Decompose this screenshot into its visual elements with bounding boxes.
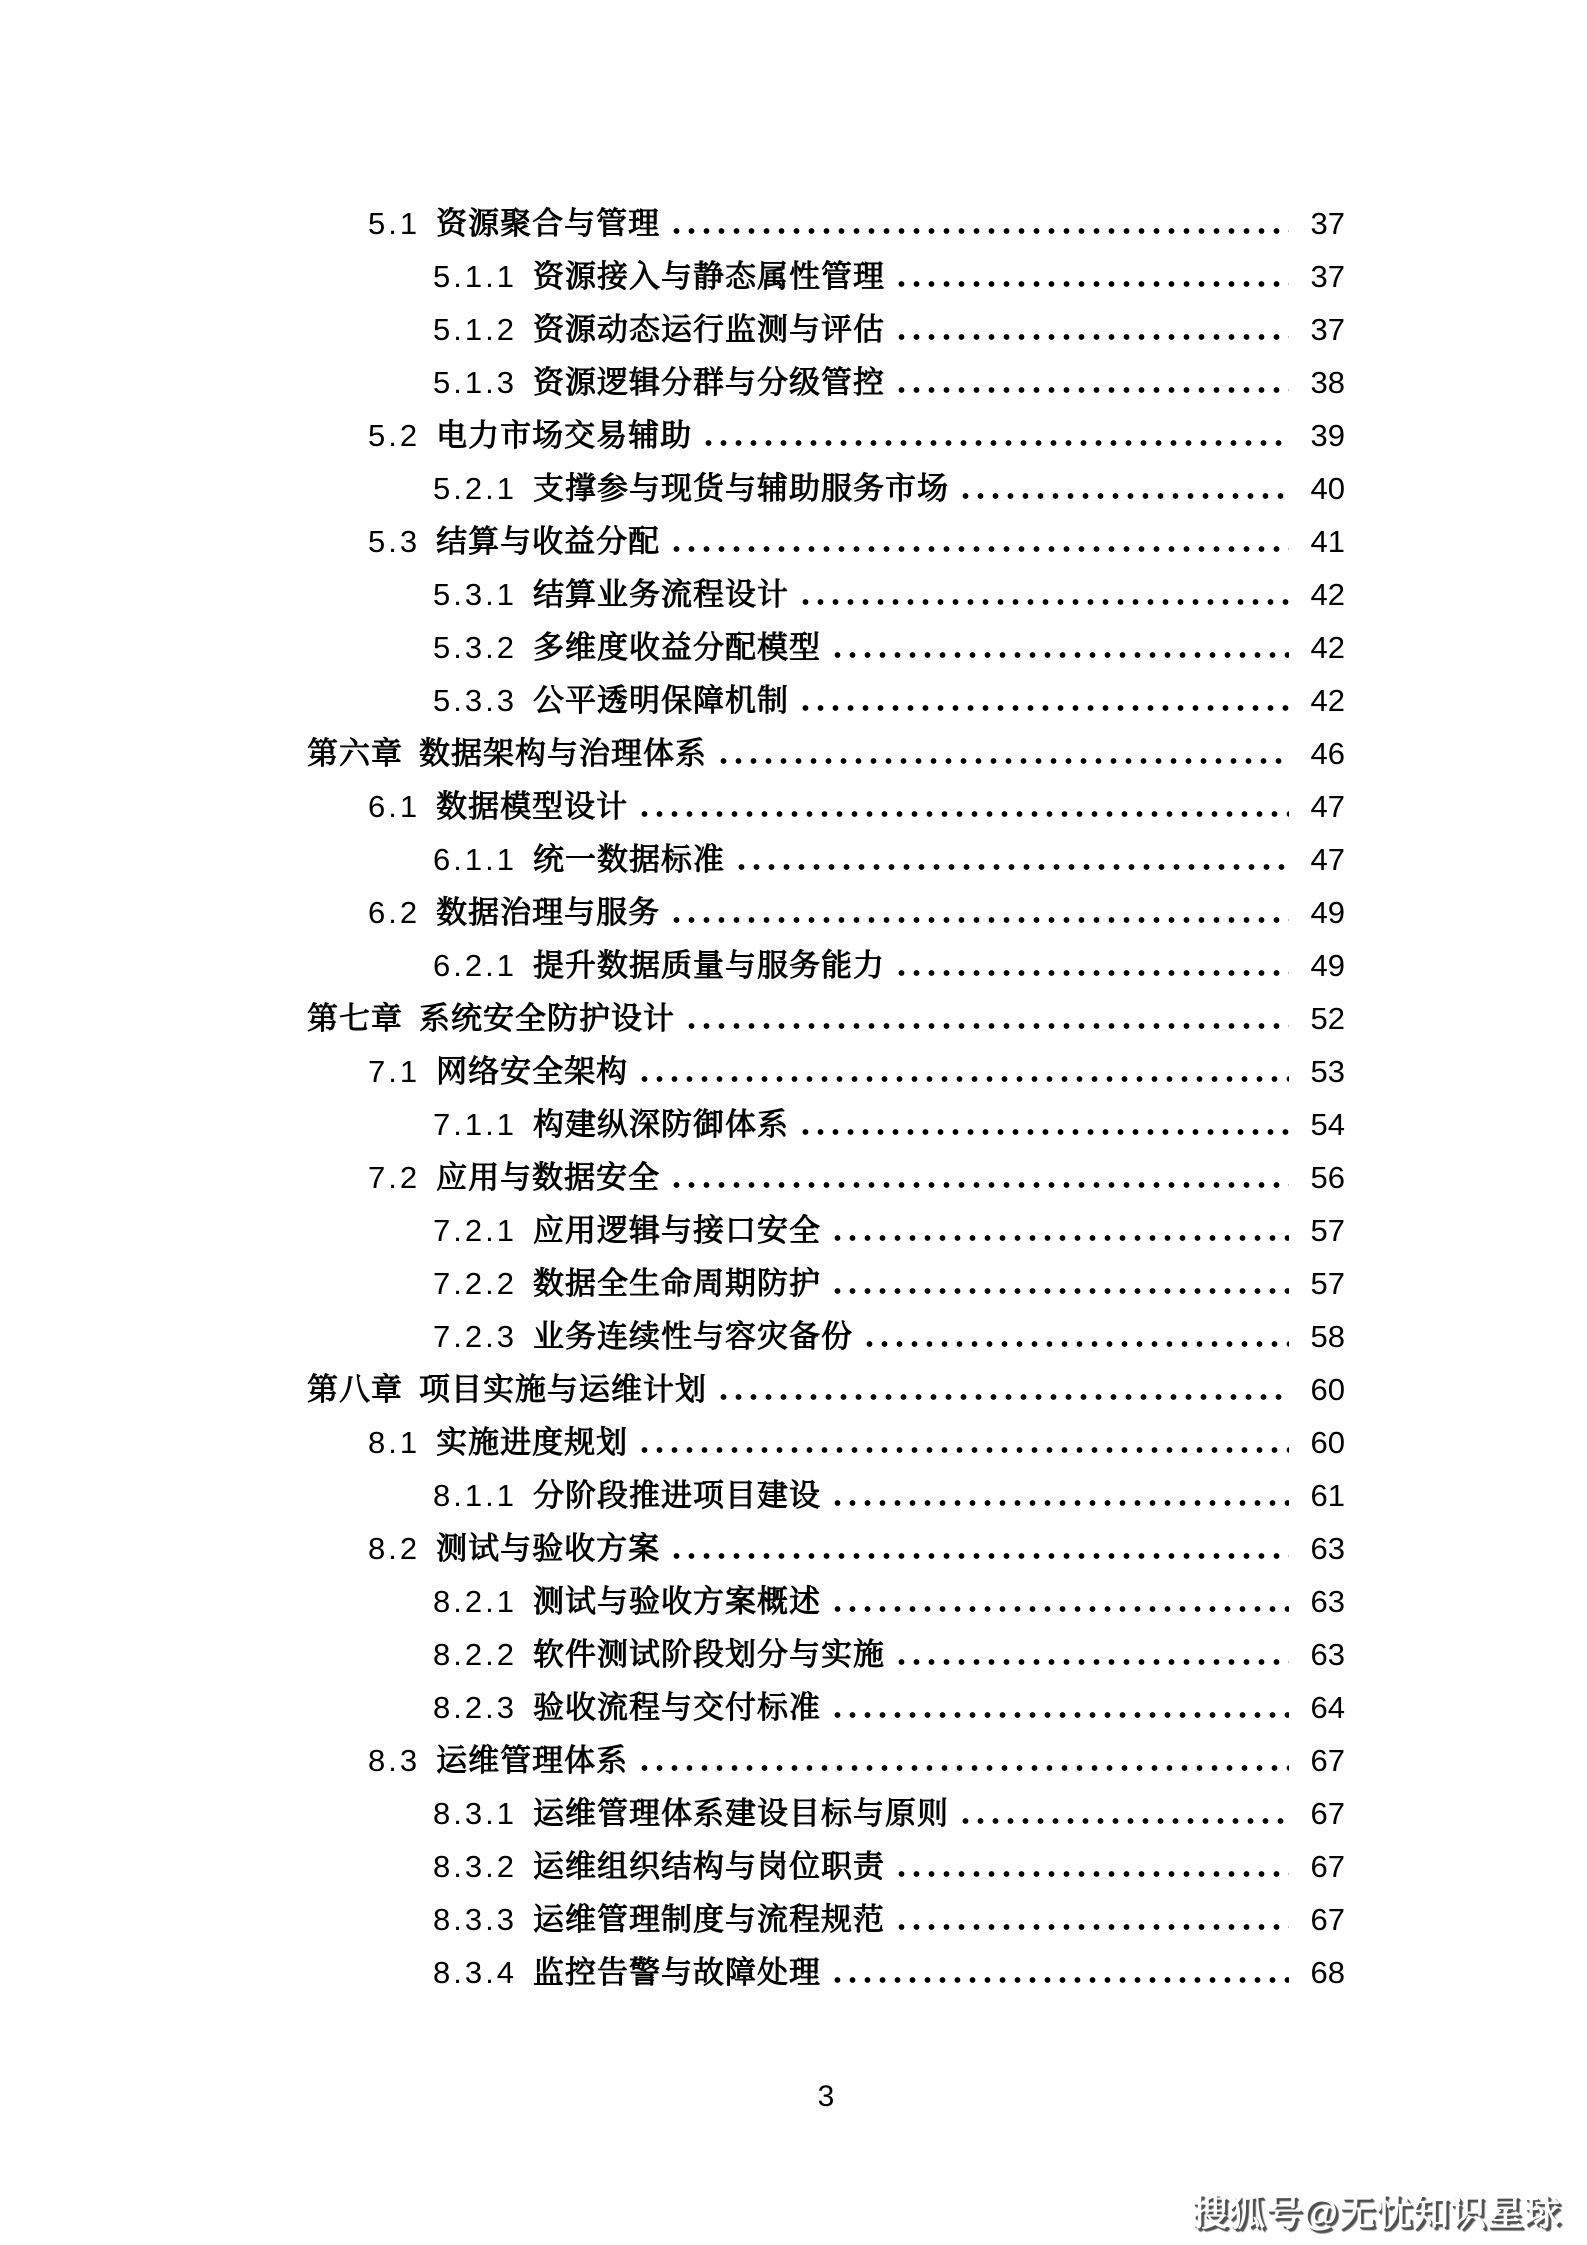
toc-entry-title: 资源逻辑分群与分级管控	[532, 365, 885, 400]
toc-entry-title: 项目实施与运维计划	[419, 1372, 707, 1407]
toc-entry[interactable]	[307, 992, 1345, 1045]
toc-entry[interactable]	[433, 674, 1345, 727]
toc-entry[interactable]	[433, 1204, 1345, 1257]
toc-entry-page-number: 67	[1310, 1849, 1345, 1884]
toc-entry-title: 数据架构与治理体系	[419, 736, 707, 771]
toc-entry-title: 实施进度规划	[436, 1425, 629, 1460]
dot-leader	[894, 281, 1289, 287]
toc-entry-page-number: 54	[1310, 1107, 1345, 1142]
dot-leader	[830, 1977, 1289, 1983]
toc-entry[interactable]	[433, 621, 1345, 674]
toc-entry-number: 8.2.1	[433, 1584, 517, 1619]
toc-entry-title: 支撑参与现货与辅助服务市场	[532, 471, 949, 506]
toc-entry-number: 6.2.1	[433, 948, 517, 983]
toc-entry-number: 8.2.2	[433, 1637, 517, 1672]
dot-leader	[830, 1235, 1289, 1241]
toc-entry[interactable]	[368, 1416, 1345, 1469]
toc-entry-number: 8.2	[368, 1531, 421, 1566]
toc-entry-number: 8.3.3	[433, 1902, 517, 1937]
toc-entry-number: 7.2.2	[433, 1266, 517, 1301]
dot-leader	[958, 493, 1289, 499]
toc-entry-page-number: 67	[1310, 1902, 1345, 1937]
dot-leader	[637, 811, 1289, 817]
toc-entry-title: 结算与收益分配	[436, 524, 661, 559]
toc-entry[interactable]	[368, 1151, 1345, 1204]
toc-entry-page-number: 52	[1310, 1001, 1345, 1036]
toc-entry-page-number: 49	[1310, 948, 1345, 983]
toc-entry[interactable]	[307, 727, 1345, 780]
dot-leader	[830, 1712, 1289, 1718]
toc-entry[interactable]	[433, 250, 1345, 303]
toc-entry-title: 数据全生命周期防护	[532, 1266, 821, 1301]
toc-entry-page-number: 47	[1310, 842, 1345, 877]
toc-entry[interactable]	[433, 1310, 1345, 1363]
toc-entry[interactable]	[433, 1575, 1345, 1628]
toc-entry-title: 数据模型设计	[436, 789, 629, 824]
toc-entry-title: 网络安全架构	[436, 1054, 629, 1089]
toc-entry-number: 5.2	[368, 418, 421, 453]
toc-entry-page-number: 67	[1310, 1796, 1345, 1831]
toc-entry-page-number: 46	[1310, 736, 1345, 771]
dot-leader	[894, 970, 1289, 976]
toc-entry-number: 5.1.3	[433, 365, 517, 400]
dot-leader	[894, 1871, 1289, 1877]
toc-entry-title: 测试与验收方案概述	[532, 1584, 821, 1619]
toc-entry[interactable]	[433, 303, 1345, 356]
dot-leader	[669, 1182, 1289, 1188]
toc-entry[interactable]	[433, 1469, 1345, 1522]
toc-entry-number: 6.1	[368, 789, 421, 824]
watermark: 搜狐号@无忧知识星球	[1191, 2192, 1561, 2233]
dot-leader	[716, 1394, 1289, 1400]
toc-entry-number: 5.3.2	[433, 630, 517, 665]
toc-entry-number: 第七章	[307, 1001, 403, 1036]
toc-entry-page-number: 42	[1310, 683, 1345, 718]
toc-entry-number: 7.1.1	[433, 1107, 517, 1142]
toc-entry[interactable]	[433, 833, 1345, 886]
dot-leader	[684, 1023, 1289, 1029]
toc-entry-number: 8.3.2	[433, 1849, 517, 1884]
toc-entry-page-number: 49	[1310, 895, 1345, 930]
toc-entry-title: 提升数据质量与服务能力	[532, 948, 885, 983]
toc-entry[interactable]	[368, 886, 1345, 939]
toc-entry-title: 监控告警与故障处理	[532, 1955, 821, 1990]
dot-leader	[862, 1341, 1289, 1347]
toc-entry-title: 电力市场交易辅助	[436, 418, 693, 453]
toc-entry-title: 公平透明保障机制	[532, 683, 789, 718]
toc-entry-page-number: 47	[1310, 789, 1345, 824]
toc-entry-title: 构建纵深防御体系	[532, 1107, 789, 1142]
dot-leader	[830, 1288, 1289, 1294]
toc-entry-title: 应用逻辑与接口安全	[532, 1213, 821, 1248]
toc-entry-title: 资源接入与静态属性管理	[532, 259, 885, 294]
toc-entry-number: 6.1.1	[433, 842, 517, 877]
toc-entry[interactable]	[368, 409, 1345, 462]
toc-entry-number: 8.3.4	[433, 1955, 517, 1990]
toc-entry-page-number: 57	[1310, 1213, 1345, 1248]
toc-entry-number: 8.3	[368, 1743, 421, 1778]
dot-leader	[669, 1553, 1289, 1559]
toc-entry[interactable]	[368, 197, 1345, 250]
toc-entry-title: 数据治理与服务	[436, 895, 661, 930]
toc-entry-page-number: 61	[1310, 1478, 1345, 1513]
dot-leader	[830, 1500, 1289, 1506]
toc-entry-page-number: 53	[1310, 1054, 1345, 1089]
toc-entry-page-number: 37	[1310, 259, 1345, 294]
toc-entry-page-number: 38	[1310, 365, 1345, 400]
toc-entry[interactable]	[368, 780, 1345, 833]
dot-leader	[830, 652, 1289, 658]
dot-leader	[716, 758, 1289, 764]
toc-entry[interactable]	[433, 1628, 1345, 1681]
toc-entry-title: 分阶段推进项目建设	[532, 1478, 821, 1513]
toc-entry-page-number: 39	[1310, 418, 1345, 453]
toc-entry-page-number: 37	[1310, 206, 1345, 241]
toc-entry-number: 第六章	[307, 736, 403, 771]
toc-entry-title: 业务连续性与容灾备份	[532, 1319, 853, 1354]
footer-page-number: 3	[817, 2080, 835, 2113]
dot-leader	[701, 440, 1289, 446]
toc-entry-page-number: 42	[1310, 630, 1345, 665]
dot-leader	[798, 599, 1289, 605]
toc-entry-title: 软件测试阶段划分与实施	[532, 1637, 885, 1672]
toc-entry-page-number: 63	[1310, 1531, 1345, 1566]
toc-entry[interactable]	[433, 1946, 1345, 1999]
toc-entry-page-number: 64	[1310, 1690, 1345, 1725]
toc-entry-number: 7.2	[368, 1160, 421, 1195]
toc-entry-page-number: 63	[1310, 1637, 1345, 1672]
dot-leader	[798, 705, 1289, 711]
toc-entry-number: 7.2.1	[433, 1213, 517, 1248]
toc-entry-title: 统一数据标准	[532, 842, 725, 877]
toc-entry-number: 7.1	[368, 1054, 421, 1089]
dot-leader	[894, 1659, 1289, 1665]
toc-entry-title: 验收流程与交付标准	[532, 1690, 821, 1725]
toc-entry-title: 运维组织结构与岗位职责	[532, 1849, 885, 1884]
toc-entry[interactable]	[368, 1522, 1345, 1575]
toc-entry-number: 8.2.3	[433, 1690, 517, 1725]
dot-leader	[669, 228, 1289, 234]
toc-entry[interactable]	[433, 356, 1345, 409]
toc-entry[interactable]	[433, 1257, 1345, 1310]
toc-entry[interactable]	[368, 1045, 1345, 1098]
toc-entry-number: 5.3	[368, 524, 421, 559]
dot-leader	[894, 334, 1289, 340]
dot-leader	[637, 1076, 1289, 1082]
dot-leader	[894, 1924, 1289, 1930]
toc-entry[interactable]	[433, 1840, 1345, 1893]
toc-entry-title: 多维度收益分配模型	[532, 630, 821, 665]
toc-entry-title: 运维管理制度与流程规范	[532, 1902, 885, 1937]
toc-entry[interactable]	[433, 1098, 1345, 1151]
dot-leader	[637, 1447, 1289, 1453]
toc-entry-page-number: 58	[1310, 1319, 1345, 1354]
toc-entry-page-number: 57	[1310, 1266, 1345, 1301]
toc-entry-page-number: 60	[1310, 1425, 1345, 1460]
toc-entry-title: 结算业务流程设计	[532, 577, 789, 612]
toc-entry[interactable]	[307, 1363, 1345, 1416]
toc-entry-title: 系统安全防护设计	[419, 1001, 675, 1036]
toc-entry-page-number: 37	[1310, 312, 1345, 347]
toc-entry-page-number: 68	[1310, 1955, 1345, 1990]
toc-entry[interactable]	[433, 939, 1345, 992]
toc-entry-number: 8.1.1	[433, 1478, 517, 1513]
toc-entry-title: 运维管理体系建设目标与原则	[532, 1796, 949, 1831]
toc-entry[interactable]	[433, 462, 1345, 515]
toc-entry-number: 6.2	[368, 895, 421, 930]
toc-entry-number: 第八章	[307, 1372, 403, 1407]
toc-entry-title: 测试与验收方案	[436, 1531, 661, 1566]
toc-entry-number: 5.1	[368, 206, 421, 241]
dot-leader	[734, 864, 1289, 870]
toc-entry[interactable]	[433, 1787, 1345, 1840]
dot-leader	[798, 1129, 1289, 1135]
toc-entry-number: 8.1	[368, 1425, 421, 1460]
toc-entry-number: 5.1.1	[433, 259, 517, 294]
toc-entry[interactable]	[433, 1681, 1345, 1734]
toc-entry-title: 资源动态运行监测与评估	[532, 312, 885, 347]
dot-leader	[669, 917, 1289, 923]
dot-leader	[894, 387, 1289, 393]
toc-entry-title: 资源聚合与管理	[436, 206, 661, 241]
dot-leader	[637, 1765, 1289, 1771]
toc-entry[interactable]	[433, 1893, 1345, 1946]
toc-entry-number: 5.3.3	[433, 683, 517, 718]
toc-entry-page-number: 40	[1310, 471, 1345, 506]
table-of-contents	[307, 197, 1345, 1999]
toc-entry-number: 8.3.1	[433, 1796, 517, 1831]
toc-entry-page-number: 63	[1310, 1584, 1345, 1619]
toc-entry-page-number: 42	[1310, 577, 1345, 612]
toc-entry[interactable]	[368, 515, 1345, 568]
dot-leader	[830, 1606, 1289, 1612]
toc-entry-page-number: 67	[1310, 1743, 1345, 1778]
toc-entry-title: 应用与数据安全	[436, 1160, 661, 1195]
toc-entry-title: 运维管理体系	[436, 1743, 629, 1778]
toc-entry-page-number: 56	[1310, 1160, 1345, 1195]
toc-entry-number: 5.2.1	[433, 471, 517, 506]
toc-entry[interactable]	[368, 1734, 1345, 1787]
toc-entry[interactable]	[433, 568, 1345, 621]
toc-entry-number: 5.3.1	[433, 577, 517, 612]
dot-leader	[958, 1818, 1289, 1824]
dot-leader	[669, 546, 1289, 552]
toc-entry-page-number: 41	[1310, 524, 1345, 559]
toc-entry-number: 5.1.2	[433, 312, 517, 347]
toc-entry-page-number: 60	[1310, 1372, 1345, 1407]
toc-entry-number: 7.2.3	[433, 1319, 517, 1354]
